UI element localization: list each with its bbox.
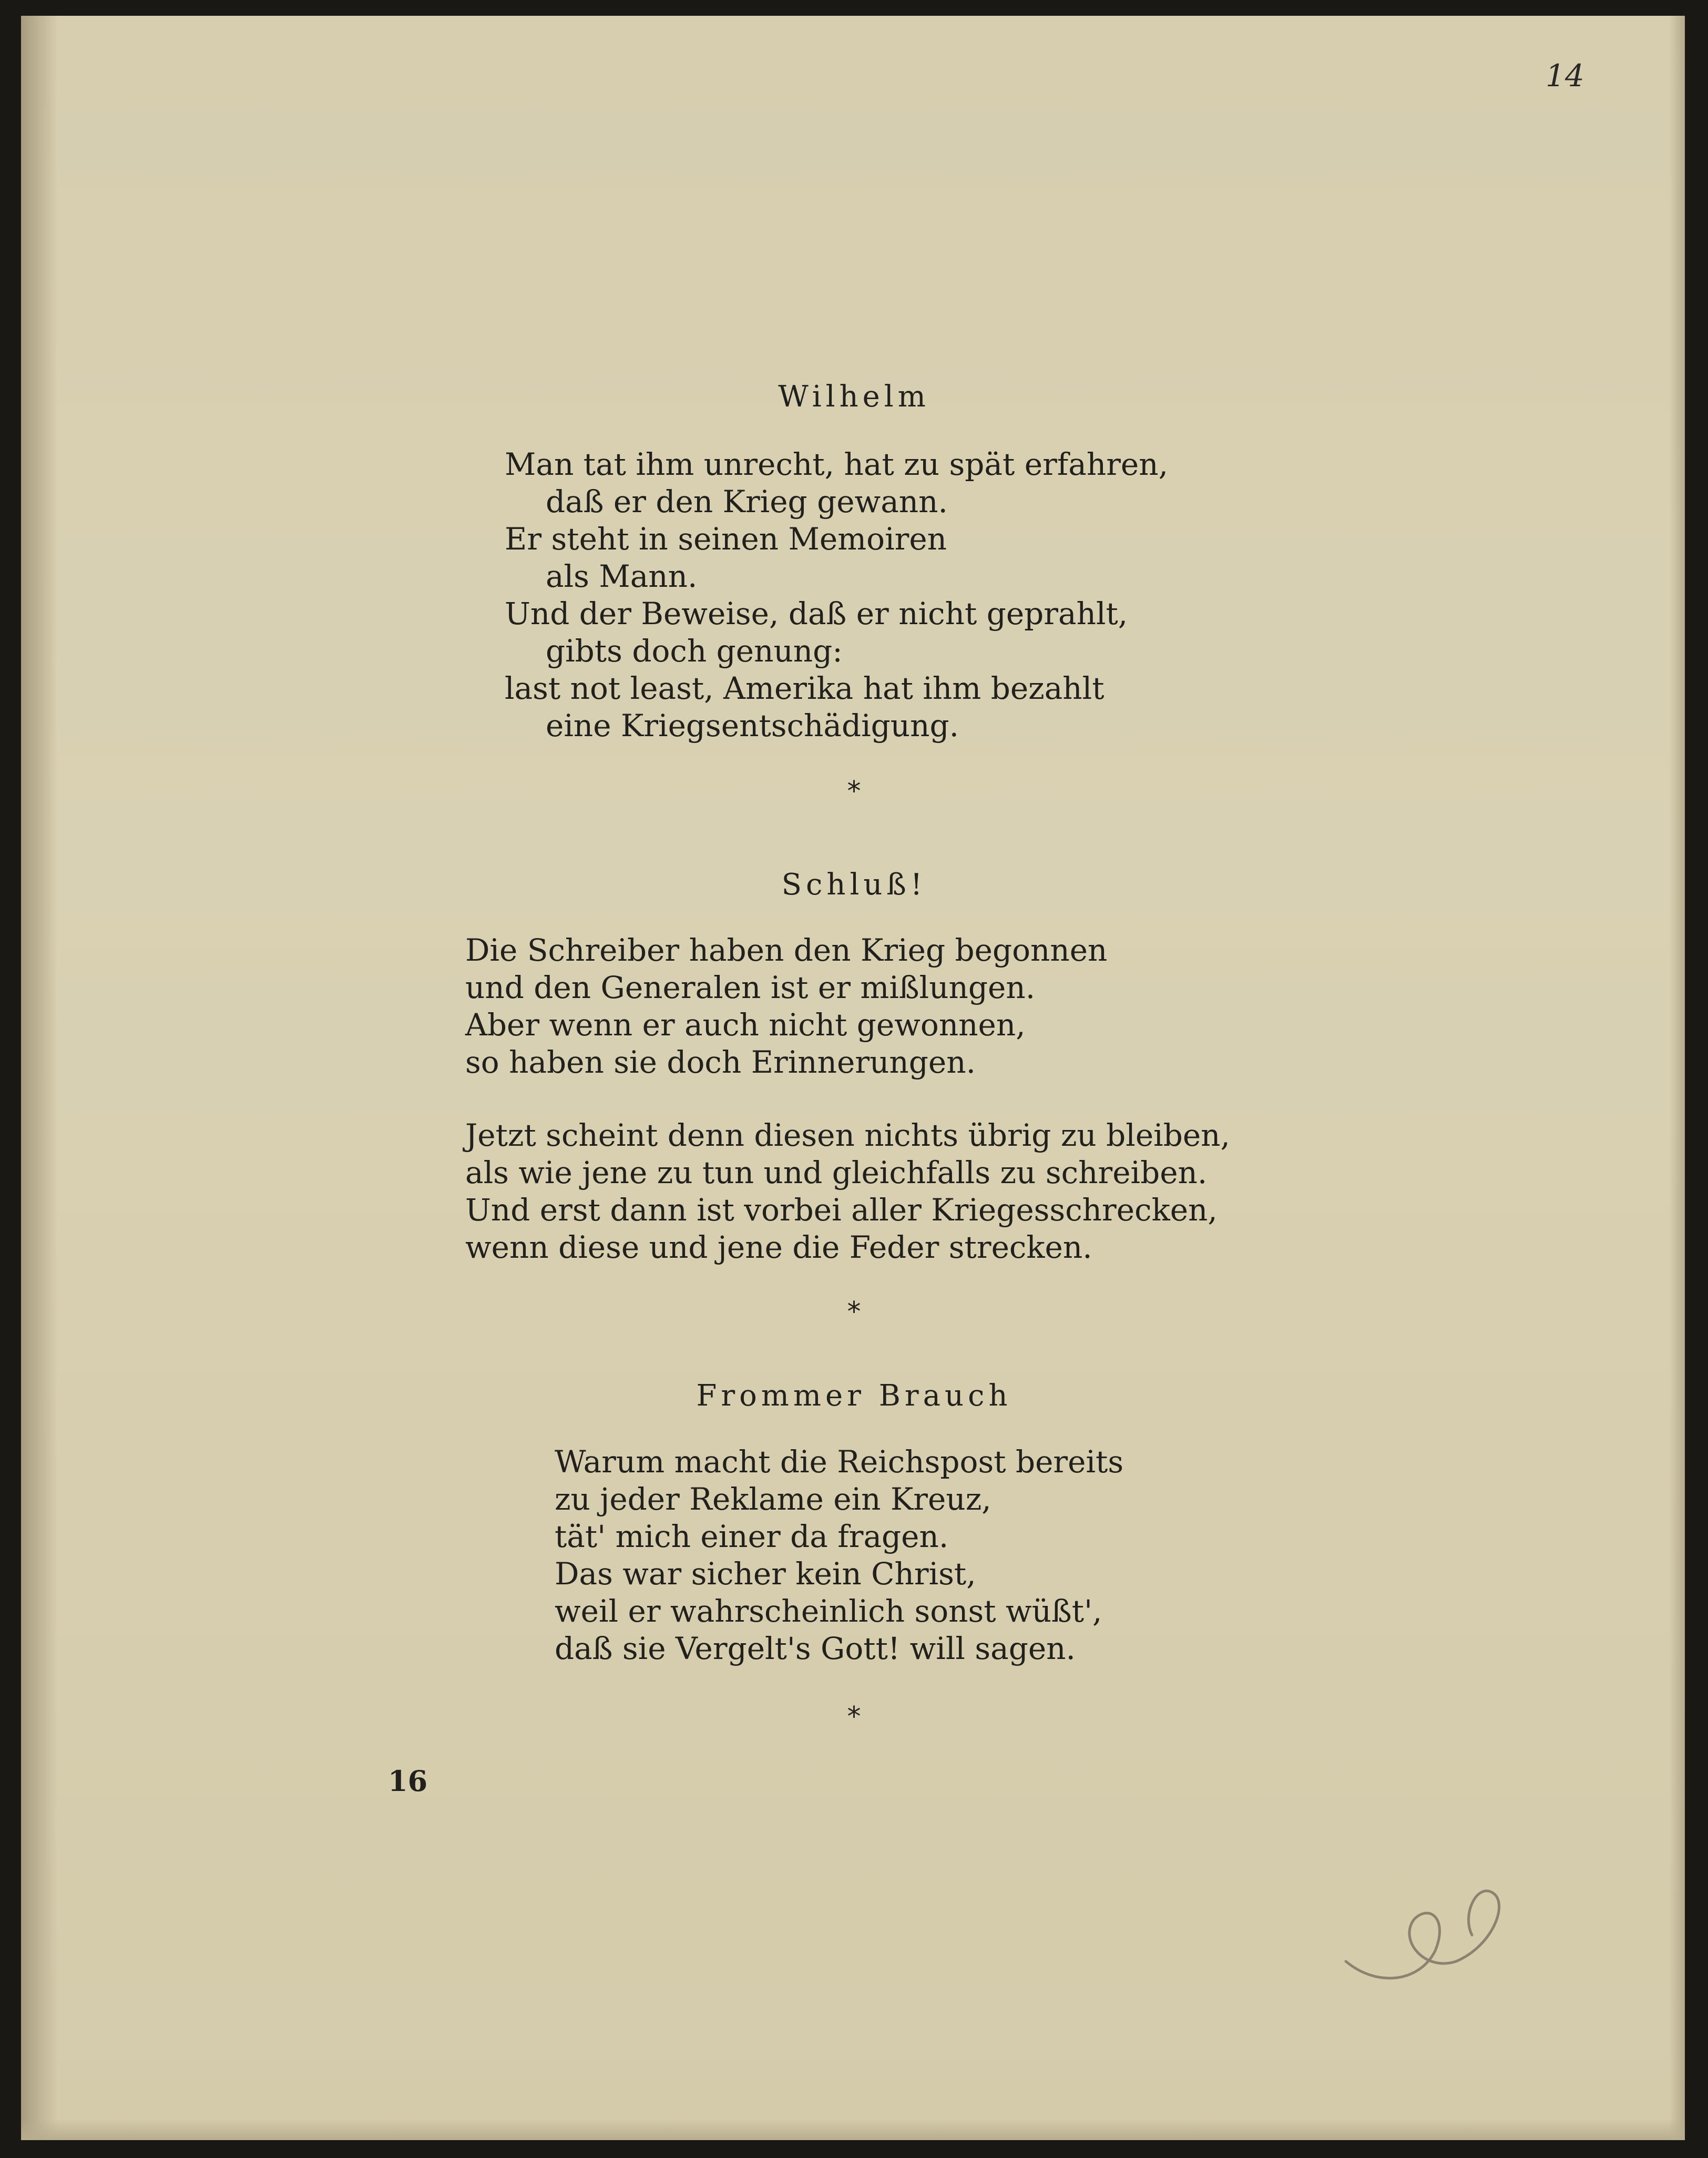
page-right-edge <box>1669 16 1685 2140</box>
poem-line: als wie jene zu tun und gleichfalls zu schreiben. <box>465 1155 1208 1190</box>
poem-line: gibts doch genung: <box>546 633 843 669</box>
poem-line: und den Generalen ist er mißlungen. <box>465 970 1036 1005</box>
poem-line: last not least, Amerika hat ihm bezahlt <box>505 670 1104 706</box>
poem-title-schluss: Schluß! <box>781 868 927 902</box>
poem-title-frommer-brauch: Frommer Brauch <box>696 1379 1012 1413</box>
poem-stanza <box>555 1443 1123 1667</box>
poem-line: Und erst dann ist vorbei aller Kriegesschrecken, <box>465 1192 1218 1228</box>
poem-line: Das war sicher kein Christ, <box>555 1556 976 1592</box>
poem-stanza <box>465 1117 1230 1266</box>
pencil-mark-icon <box>1335 1856 1535 1993</box>
poem-line: Man tat ihm unrecht, hat zu spät erfahren, <box>505 446 1169 482</box>
section-separator: * <box>847 1296 861 1328</box>
poem-line: eine Kriegsentschädigung. <box>546 708 959 744</box>
poem-line: daß sie Vergelt's Gott! will sagen. <box>555 1631 1076 1666</box>
section-separator: * <box>847 1701 861 1733</box>
poem-line: Die Schreiber haben den Krieg begonnen <box>465 932 1108 968</box>
page-number: 16 <box>388 1764 428 1798</box>
page-bottom-edge <box>21 2119 1685 2140</box>
poem-line: Jetzt scheint denn diesen nichts übrig zu bleiben, <box>465 1117 1230 1153</box>
book-gutter <box>21 16 58 2140</box>
poem-line: Warum macht die Reichspost bereits <box>555 1444 1124 1480</box>
poem-line: Und der Beweise, daß er nicht geprahlt, <box>505 596 1128 632</box>
poem-line: daß er den Krieg gewann. <box>546 484 948 520</box>
poem-line: als Mann. <box>546 558 698 594</box>
poem-line: Aber wenn er auch nicht gewonnen, <box>465 1007 1026 1043</box>
poem-line: so haben sie doch Erinnerungen. <box>465 1044 976 1080</box>
poem-title-wilhelm: Wilhelm <box>778 380 930 414</box>
poem-stanza <box>465 932 1107 1081</box>
poem-line: tät' mich einer da fragen. <box>555 1519 949 1554</box>
poem-line: weil er wahrscheinlich sonst wüßt', <box>555 1593 1102 1629</box>
section-separator: * <box>847 776 861 807</box>
poem-line: zu jeder Reklame ein Kreuz, <box>555 1481 991 1517</box>
poem-stanza <box>505 446 1168 745</box>
handwritten-folio-number: 14 <box>1546 58 1584 94</box>
poem-line: wenn diese und jene die Feder strecken. <box>465 1229 1092 1265</box>
poem-line: Er steht in seinen Memoiren <box>505 521 947 557</box>
